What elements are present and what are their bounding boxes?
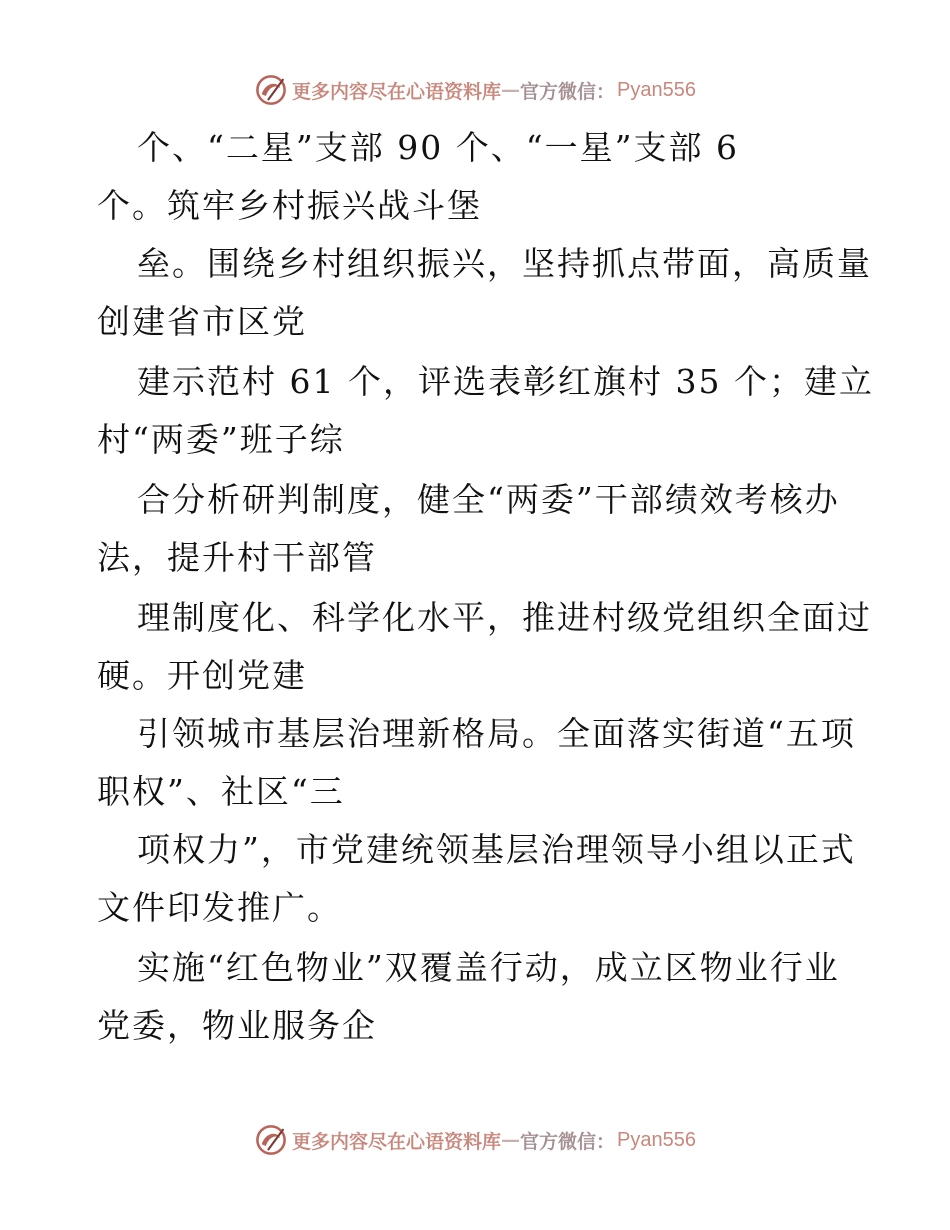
watermark-dash: — xyxy=(501,1129,521,1151)
watermark-dash: — xyxy=(501,79,521,101)
text-line: 引领城市基层治理新格局。全面落实街道“五项 xyxy=(137,714,856,753)
watermark-wechat-handle: Pyan556 xyxy=(617,1128,696,1151)
watermark-official-label: 官方微信： xyxy=(520,1130,616,1153)
text-line: 个。筑牢乡村振兴战斗堡 xyxy=(97,186,482,225)
text-line: 实施“红色物业”双覆盖行动，成立区物业行业 xyxy=(137,948,840,987)
text-line: 法，提升村干部管 xyxy=(97,538,377,577)
text-line: 项权力”，市党建统领基层治理领导小组以正式 xyxy=(137,830,856,869)
watermark-main-text: 更多内容尽在心语资料库 xyxy=(292,1130,502,1153)
watermark-official-label: 官方微信： xyxy=(520,80,616,103)
watermark-wechat-handle: Pyan556 xyxy=(617,78,696,101)
text-line: 职权”、社区“三 xyxy=(97,772,345,811)
text-line: 党委，物业服务企 xyxy=(97,1006,377,1045)
text-line: 创建省市区党 xyxy=(97,302,307,341)
watermark-main-text: 更多内容尽在心语资料库 xyxy=(292,80,502,103)
red-swirl-logo-icon xyxy=(254,1123,288,1157)
footer-watermark xyxy=(0,1120,950,1160)
text-line: 建示范村 61 个，评选表彰红旗村 35 个；建立 xyxy=(137,362,874,401)
text-line: 个、“二星”支部 90 个、“一星”支部 6 xyxy=(137,128,739,167)
text-line: 硬。开创党建 xyxy=(97,656,307,695)
text-line: 村“两委”班子综 xyxy=(97,420,345,459)
text-line: 垒。围绕乡村组织振兴，坚持抓点带面，高质量 xyxy=(137,244,872,283)
text-line: 理制度化、科学化水平，推进村级党组织全面过 xyxy=(137,598,872,637)
text-line: 文件印发推广。 xyxy=(97,888,342,927)
text-line: 合分析研判制度，健全“两委”干部绩效考核办 xyxy=(137,480,840,519)
